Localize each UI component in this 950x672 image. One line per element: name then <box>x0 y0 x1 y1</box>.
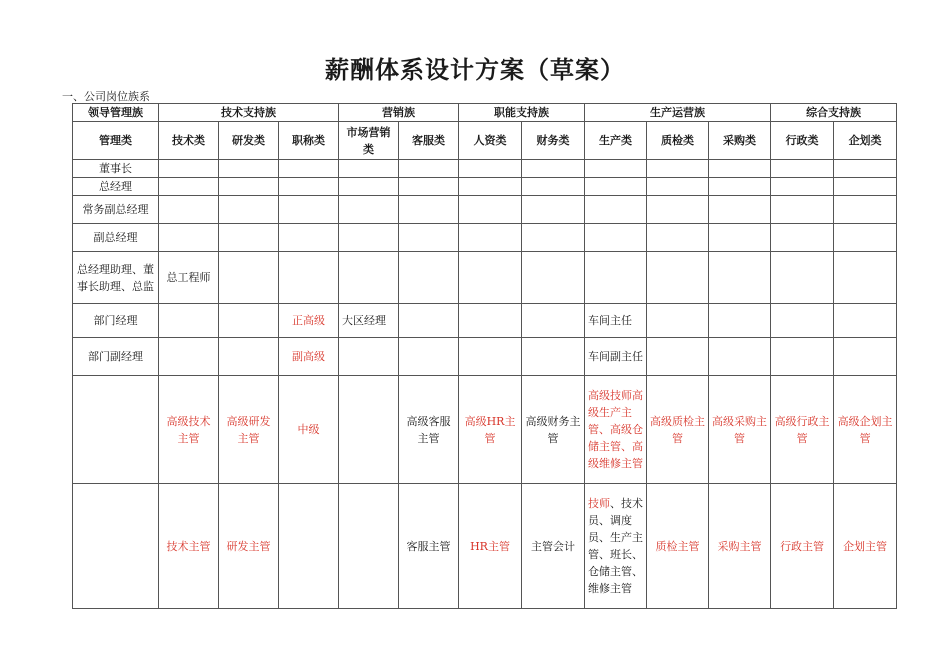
position-cell <box>159 160 219 178</box>
family-header: 职能支持族 <box>459 104 585 122</box>
position-cell <box>339 338 399 376</box>
position-cell <box>834 224 897 252</box>
management-position-cell: 部门副经理 <box>73 338 159 376</box>
position-cell <box>459 160 522 178</box>
category-header: 采购类 <box>709 122 771 160</box>
position-cell <box>771 304 834 338</box>
position-cell: 高级行政主管 <box>771 376 834 484</box>
position-cell <box>459 304 522 338</box>
position-cell <box>279 178 339 196</box>
position-cell <box>339 224 399 252</box>
position-cell: 主管会计 <box>522 484 585 609</box>
position-cell <box>459 252 522 304</box>
position-row <box>73 160 897 178</box>
position-cell <box>522 224 585 252</box>
family-header: 领导管理族 <box>73 104 159 122</box>
position-cell: 高级质检主管 <box>647 376 709 484</box>
family-header: 综合支持族 <box>771 104 897 122</box>
position-cell <box>399 304 459 338</box>
technician-label: 技师 <box>588 497 611 510</box>
job-family-table <box>72 103 897 609</box>
position-row <box>73 376 897 484</box>
position-cell <box>709 160 771 178</box>
position-cell <box>522 338 585 376</box>
position-cell: 研发主管 <box>219 484 279 609</box>
management-position-cell: 总经理 <box>73 178 159 196</box>
position-cell <box>647 178 709 196</box>
position-cell <box>459 338 522 376</box>
production-roles-label: 、技术员、调度员、生产主管、班长、仓储主管、维修主管 <box>588 497 644 595</box>
position-cell <box>709 252 771 304</box>
category-header: 企划类 <box>834 122 897 160</box>
position-cell: 副高级 <box>279 338 339 376</box>
position-cell <box>771 224 834 252</box>
position-row <box>73 178 897 196</box>
position-cell <box>399 178 459 196</box>
position-cell <box>834 160 897 178</box>
position-cell <box>834 338 897 376</box>
position-cell <box>771 252 834 304</box>
position-cell <box>339 196 399 224</box>
position-cell <box>399 224 459 252</box>
management-position-cell: 董事长 <box>73 160 159 178</box>
management-position-cell: 副总经理 <box>73 224 159 252</box>
position-row <box>73 304 897 338</box>
category-header: 市场营销类 <box>339 122 399 160</box>
category-header: 质检类 <box>647 122 709 160</box>
position-cell: 高级采购主管 <box>709 376 771 484</box>
position-cell: 高级企划主管 <box>834 376 897 484</box>
position-cell: 高级HR主管 <box>459 376 522 484</box>
position-cell <box>399 160 459 178</box>
position-cell <box>219 160 279 178</box>
position-row <box>73 484 897 609</box>
management-position-cell <box>73 484 159 609</box>
position-cell <box>159 224 219 252</box>
position-cell <box>459 178 522 196</box>
position-cell <box>159 178 219 196</box>
position-cell <box>459 196 522 224</box>
position-cell: 质检主管 <box>647 484 709 609</box>
position-cell <box>219 338 279 376</box>
category-header: 人资类 <box>459 122 522 160</box>
position-cell: 总工程师 <box>159 252 219 304</box>
position-cell: 技术主管 <box>159 484 219 609</box>
category-header: 职称类 <box>279 122 339 160</box>
position-row <box>73 338 897 376</box>
position-cell <box>219 196 279 224</box>
position-cell <box>834 252 897 304</box>
position-cell <box>399 338 459 376</box>
position-cell: 车间副主任 <box>585 338 647 376</box>
category-header: 生产类 <box>585 122 647 160</box>
position-cell <box>399 252 459 304</box>
management-position-cell <box>73 376 159 484</box>
position-cell <box>709 178 771 196</box>
position-cell <box>219 252 279 304</box>
position-cell <box>279 224 339 252</box>
position-cell <box>647 338 709 376</box>
position-row <box>73 224 897 252</box>
position-cell: HR主管 <box>459 484 522 609</box>
position-cell <box>219 224 279 252</box>
position-cell <box>522 196 585 224</box>
position-cell <box>522 160 585 178</box>
position-cell <box>585 224 647 252</box>
position-cell <box>219 304 279 338</box>
position-cell <box>339 484 399 609</box>
position-cell <box>522 178 585 196</box>
position-cell <box>585 252 647 304</box>
position-cell <box>647 252 709 304</box>
position-cell <box>647 304 709 338</box>
position-cell <box>279 484 339 609</box>
position-cell <box>771 338 834 376</box>
position-cell <box>339 178 399 196</box>
category-header: 客服类 <box>399 122 459 160</box>
position-cell <box>522 304 585 338</box>
position-cell <box>771 196 834 224</box>
category-header: 研发类 <box>219 122 279 160</box>
position-cell <box>279 160 339 178</box>
position-cell <box>834 304 897 338</box>
position-row <box>73 196 897 224</box>
position-cell <box>771 178 834 196</box>
position-cell: 高级客服主管 <box>399 376 459 484</box>
position-cell: 行政主管 <box>771 484 834 609</box>
position-cell <box>279 252 339 304</box>
family-header: 生产运营族 <box>585 104 771 122</box>
position-cell <box>399 196 459 224</box>
position-cell: 客服主管 <box>399 484 459 609</box>
category-header: 财务类 <box>522 122 585 160</box>
position-cell: 高级财务主管 <box>522 376 585 484</box>
position-cell <box>279 196 339 224</box>
position-cell <box>709 224 771 252</box>
management-position-cell: 常务副总经理 <box>73 196 159 224</box>
category-header: 管理类 <box>73 122 159 160</box>
position-cell <box>709 338 771 376</box>
category-header-row <box>73 122 897 160</box>
position-cell: 车间主任 <box>585 304 647 338</box>
position-cell <box>771 160 834 178</box>
family-header: 营销族 <box>339 104 459 122</box>
position-cell <box>219 178 279 196</box>
position-cell <box>834 178 897 196</box>
position-cell <box>339 160 399 178</box>
position-cell <box>522 252 585 304</box>
position-cell: 正高级 <box>279 304 339 338</box>
position-cell <box>159 338 219 376</box>
position-row <box>73 252 897 304</box>
position-cell <box>585 160 647 178</box>
position-cell <box>339 252 399 304</box>
position-cell <box>159 196 219 224</box>
position-cell <box>709 196 771 224</box>
position-cell <box>709 304 771 338</box>
position-cell <box>159 304 219 338</box>
position-cell <box>585 196 647 224</box>
page-title: 薪酬体系设计方案（草案） <box>325 56 625 84</box>
position-cell: 高级技术主管 <box>159 376 219 484</box>
category-header: 技术类 <box>159 122 219 160</box>
position-cell <box>647 196 709 224</box>
position-cell <box>459 224 522 252</box>
position-cell: 大区经理 <box>339 304 399 338</box>
position-cell: 中级 <box>279 376 339 484</box>
category-header: 行政类 <box>771 122 834 160</box>
position-cell: 高级研发主管 <box>219 376 279 484</box>
family-header-row <box>73 104 897 122</box>
position-cell <box>339 376 399 484</box>
family-header: 技术支持族 <box>159 104 339 122</box>
position-cell <box>585 484 647 609</box>
management-position-cell: 总经理助理、董事长助理、总监 <box>73 252 159 304</box>
position-cell <box>585 178 647 196</box>
position-cell: 采购主管 <box>709 484 771 609</box>
position-cell <box>647 160 709 178</box>
management-position-cell: 部门经理 <box>73 304 159 338</box>
section-heading: 一、公司岗位族系 <box>62 90 150 103</box>
position-cell: 高级技师高级生产主管、高级仓储主管、高级维修主管 <box>585 376 647 484</box>
position-cell <box>647 224 709 252</box>
position-cell: 企划主管 <box>834 484 897 609</box>
position-cell <box>834 196 897 224</box>
